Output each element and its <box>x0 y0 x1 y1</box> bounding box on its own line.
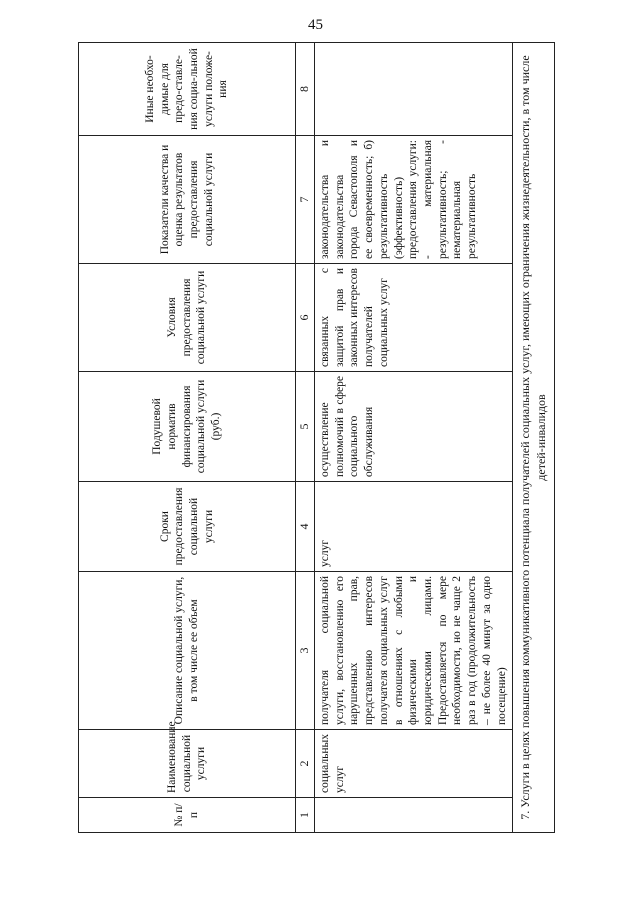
cell-financing-norm: осуществление полномочий в сфере социального обслуживания <box>315 372 513 482</box>
header-financing-norm: Подушевой норматив финансирования социальной услуги (руб.) <box>79 372 296 482</box>
column-number: 6 <box>296 264 315 372</box>
services-table <box>78 42 555 833</box>
page-number: 45 <box>308 17 323 33</box>
column-number: 7 <box>296 136 315 264</box>
section-heading: 7. Услуги в целях повышения коммуникативного потенциала получателей социальных услуг, имеющих ограничения жизнедеятельности, в том числе детей-инвалидов <box>513 43 555 833</box>
column-number: 4 <box>296 482 315 572</box>
section-heading-row <box>513 43 555 833</box>
column-number: 2 <box>296 730 315 798</box>
cell-description: получателя социальной услуги, восстановлению его нарушенных прав, представлению интересов получателя социальных услуг в отношениях с любыми физическими и юридическими лицами. Предоставляется по мере необходимости, но не чаще 2 раз в год (продолжительность – не более 40 минут за одно посещение) <box>315 572 513 730</box>
cell-number <box>315 798 513 833</box>
cell-quality-indicators: законодательства и законодательства города Севастополя и ее своевременность; б) результативность (эффективность) предоставления услуги: - материальная результативность; - нематериальная результативность <box>315 136 513 264</box>
column-number-row <box>296 43 315 833</box>
header-service-name: Наименование социальной услуги <box>79 730 296 798</box>
header-description: Описание социальной услуги, в том числе ее объем <box>79 572 296 730</box>
column-number: 3 <box>296 572 315 730</box>
header-terms: Сроки предоставления социальной услуги <box>79 482 296 572</box>
header-other-provisions: Иные необхо-димые для предо-ставле-ния социа-льной услуги положе-ния <box>79 43 296 136</box>
column-number: 1 <box>296 798 315 833</box>
column-number: 5 <box>296 372 315 482</box>
header-conditions: Условия предоставления социальной услуги <box>79 264 296 372</box>
table-row <box>315 43 513 833</box>
column-number: 8 <box>296 43 315 136</box>
services-table-rotated <box>78 43 548 833</box>
header-quality-indicators: Показатели качества и оценка результатов предоставления социальной услуги <box>79 136 296 264</box>
header-row <box>79 43 296 833</box>
header-number: № п/п <box>79 798 296 833</box>
cell-service-name: социальных услуг <box>315 730 513 798</box>
cell-terms: услуг <box>315 482 513 572</box>
cell-other-provisions <box>315 43 513 136</box>
cell-conditions: связанных с защитой прав и законных интересов получателей социальных услуг <box>315 264 513 372</box>
